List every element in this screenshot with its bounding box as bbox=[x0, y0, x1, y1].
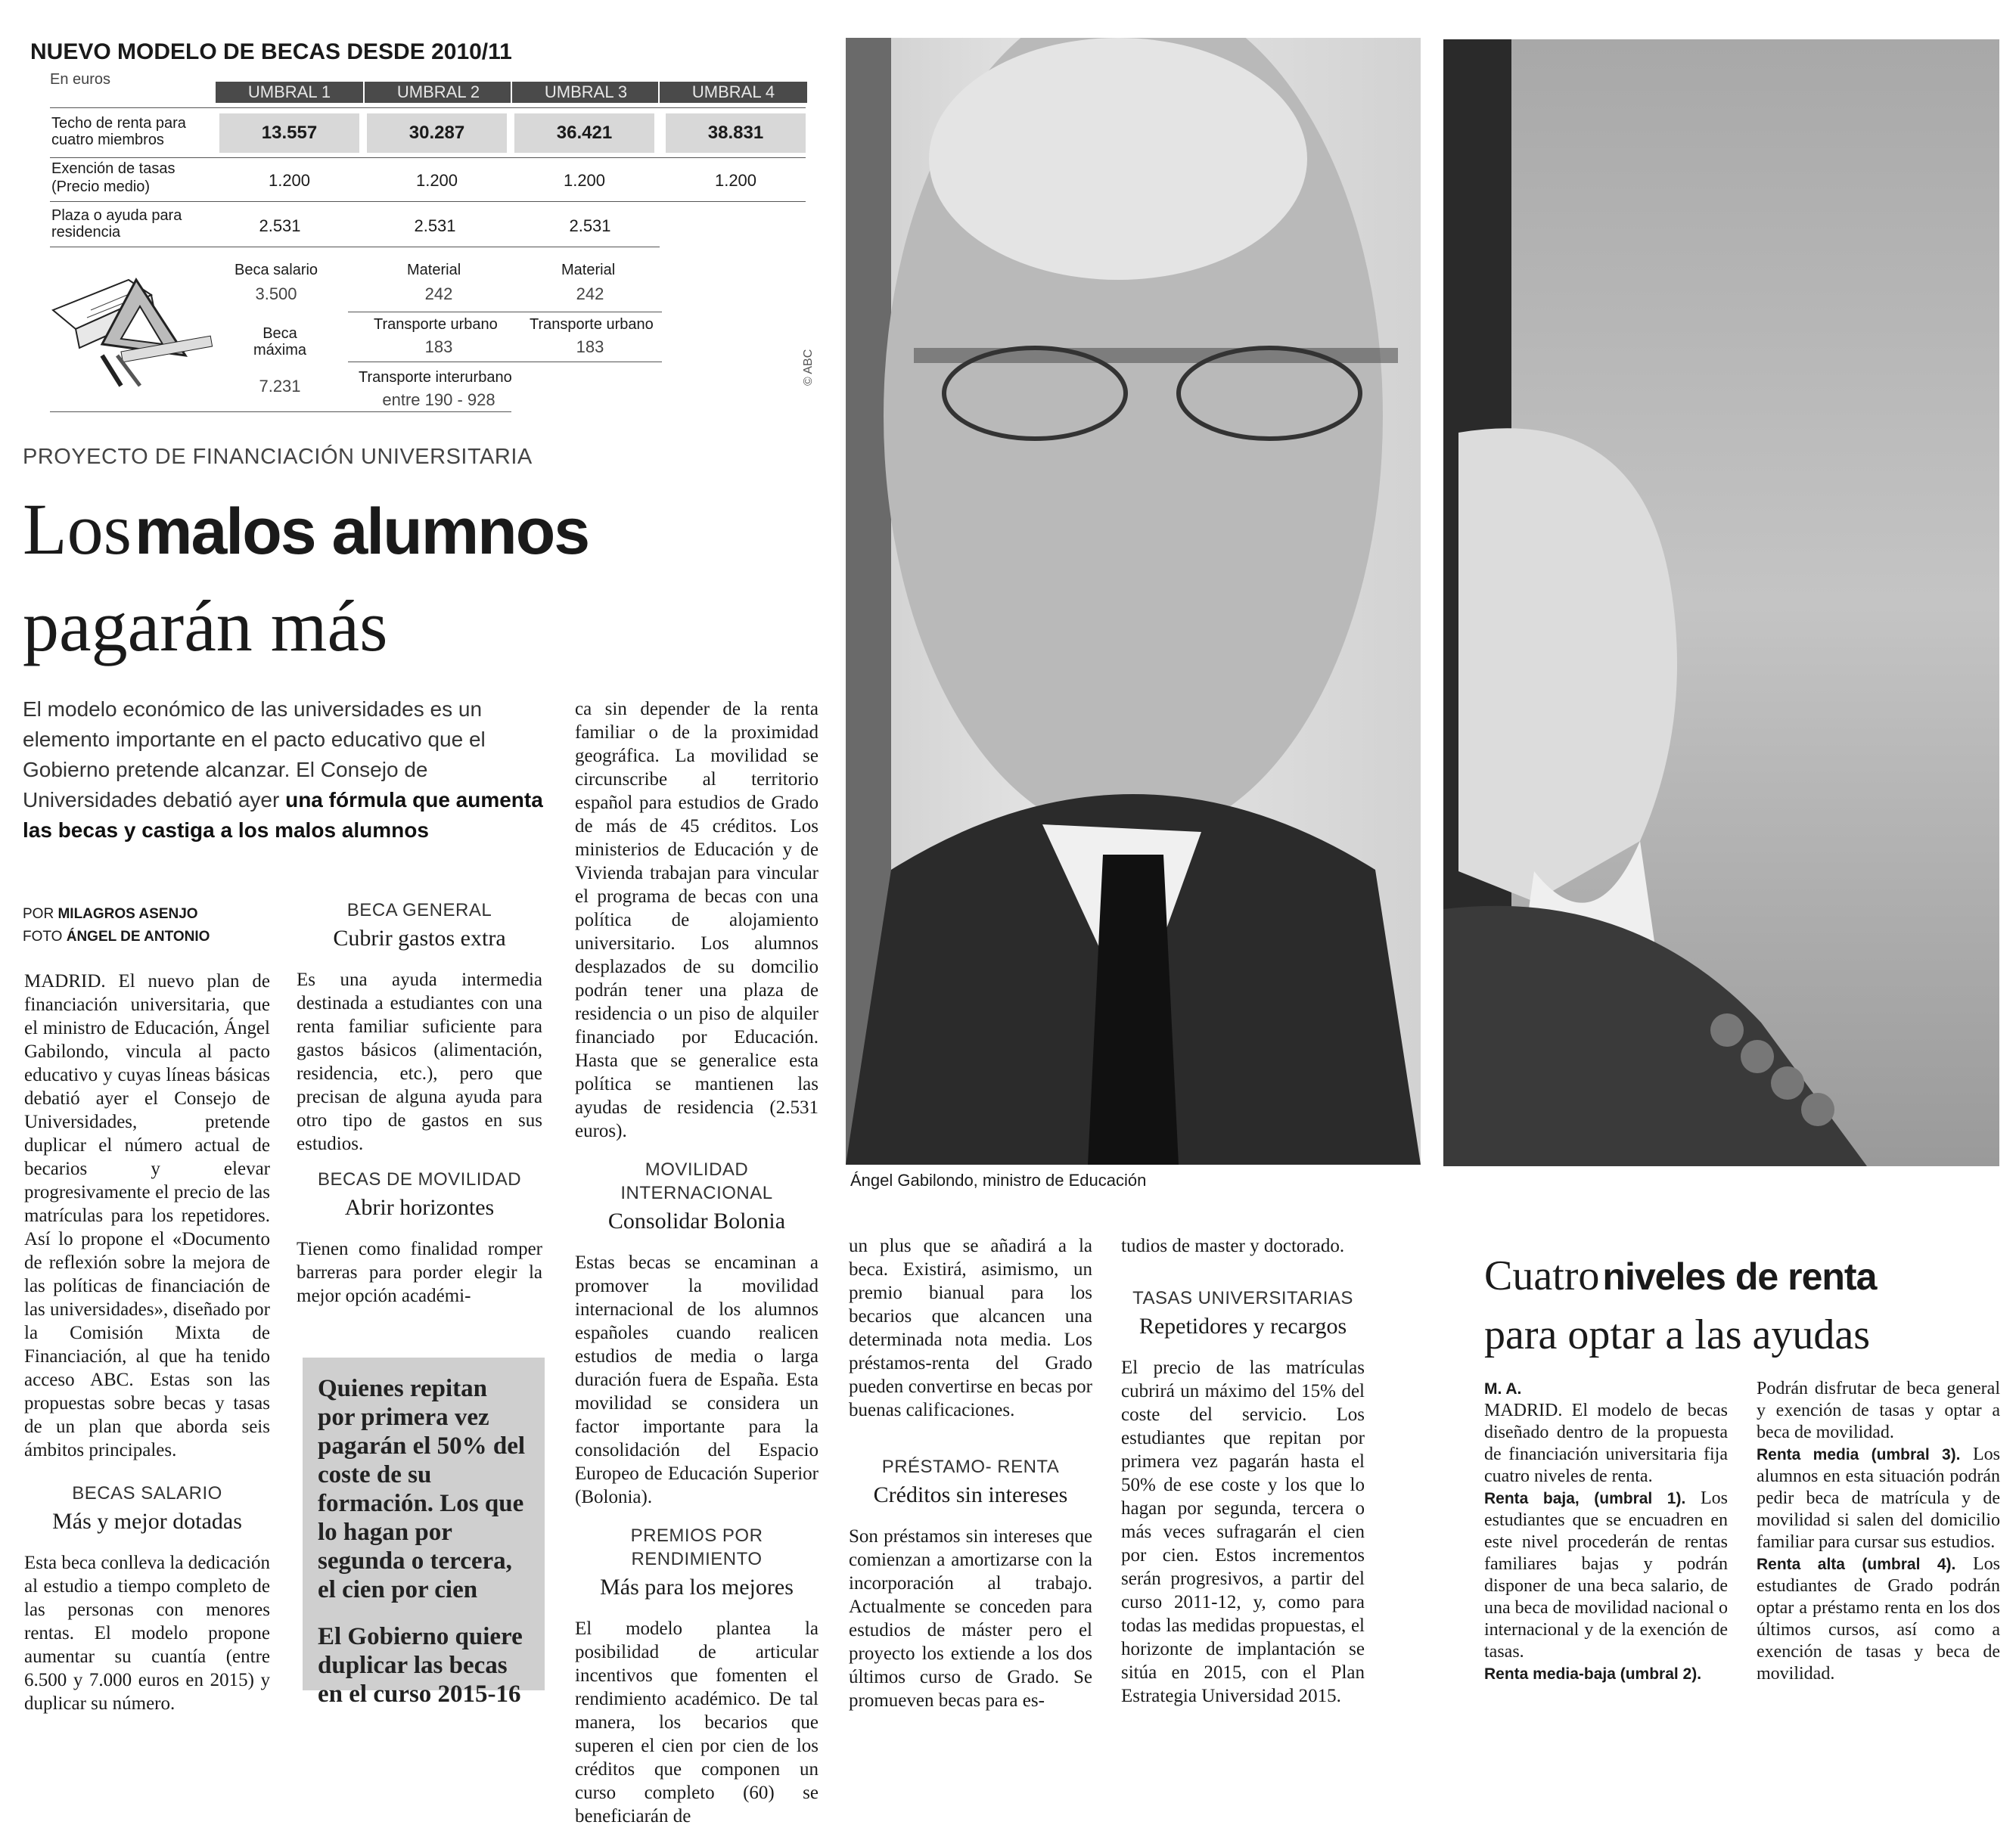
column-1-intro: MADRID. El nuevo plan de financiación universitaria, que el ministro de Educación, Ángel Gabilondo, vincula al pacto educativo y cuyas líneas básicas debatió ayer el Consejo de Universidades, pretende duplicar el número actual de becarios y elevar progresivamente el precio de las matrículas para los repetidores. Así lo propone el «Documento de reflexión sobre la mejora de las políticas de financiación de las universidades», diseñado por la Comisión Mixta de Financiación, al que ha tenido acceso ABC. Estas son las propuestas sobre becas y tasas de un plan que aborda seis ámbitos principales. bbox=[24, 971, 270, 1460]
premios-body: El modelo plantea la posibilidad de articular incentivos que fomenten el rendimiento académico. De tal manera, los becarios que superen el cien por cien de los créditos que componen un curso completo (60) se beneficiarán de bbox=[575, 1619, 819, 1826]
pull-quote-2: El Gobierno quiere duplicar las becas en el curso 2015-16 bbox=[318, 1623, 523, 1708]
movilidad-internacional-kicker: MOVILIDAD INTERNACIONAL bbox=[620, 1159, 773, 1203]
premios-title: Más para los mejores bbox=[600, 1575, 794, 1600]
sidebar-initials: M. A. bbox=[1484, 1380, 1522, 1398]
sidebar-title bbox=[1484, 1252, 1999, 1370]
table-unit: En euros bbox=[50, 71, 111, 88]
pull-quote-1: Quienes repitan por primera vez pagarán el 50% del coste de su formación. Los que lo hagan por segunda o tercera, el cien por cien bbox=[318, 1375, 526, 1603]
headline-line2: pagarán más bbox=[23, 585, 388, 666]
beca-general-title: Cubrir gastos extra bbox=[333, 926, 506, 951]
sidebar-column-2 bbox=[1757, 1378, 2000, 1685]
transporte-urbano-1-label: Transporte urbano bbox=[374, 316, 498, 333]
lead-bold: una fórmula que aumenta las becas y castiga a los malos alumnos bbox=[23, 788, 543, 842]
residencia-umbral-1: 2.531 bbox=[259, 216, 301, 235]
techo-umbral-3: 36.421 bbox=[556, 123, 613, 143]
umbral-3-header: UMBRAL 3 bbox=[511, 82, 660, 103]
renta-baja-label: Renta baja, (umbral 1). bbox=[1484, 1490, 1686, 1507]
row-sublabel-precio-medio: (Precio medio) bbox=[51, 178, 151, 195]
material-2-label: Material bbox=[561, 262, 616, 278]
sidebar-title-line2: para optar a las ayudas bbox=[1484, 1311, 1870, 1358]
beca-maxima-value: 7.231 bbox=[259, 377, 301, 396]
becas-movilidad-title: Abrir horizontes bbox=[344, 1195, 495, 1220]
umbral-1-header: UMBRAL 1 bbox=[216, 82, 363, 103]
prestamo-renta-title: Créditos sin intereses bbox=[873, 1482, 1068, 1507]
renta-media-label: Renta media (umbral 3). bbox=[1757, 1446, 1961, 1463]
premios-kicker: PREMIOS POR RENDIMIENTO bbox=[630, 1525, 763, 1569]
column-3 bbox=[575, 697, 819, 1828]
transporte-interurbano-value: entre 190 - 928 bbox=[382, 390, 495, 409]
lead-text: El modelo económico de las universidades es un elemento importante en el pacto educativo que el Gobierno pretende alcanzar. El Consejo de Universidades debatió ayer bbox=[23, 697, 486, 812]
beca-general-kicker: BECA GENERAL bbox=[346, 900, 492, 920]
becas-movilidad-body: Tienen como finalidad romper barreras para porder elegir la mejor opción académi- bbox=[297, 1239, 542, 1306]
renta-media-baja-text: Podrán disfrutar de beca general y exención de tasas y optar a beca de movilidad. bbox=[1757, 1379, 2000, 1442]
beca-salario-label: Beca salario bbox=[235, 262, 318, 278]
exencion-umbral-2: 1.200 bbox=[415, 171, 458, 190]
headline-light: Los bbox=[23, 489, 132, 570]
photo-hand bbox=[1443, 39, 1999, 1166]
umbral-2-header: UMBRAL 2 bbox=[363, 82, 512, 103]
umbral-4-header: UMBRAL 4 bbox=[658, 82, 807, 103]
techo-umbral-4: 38.831 bbox=[707, 123, 764, 143]
exencion-umbral-4: 1.200 bbox=[714, 171, 757, 190]
column-2 bbox=[297, 898, 542, 1308]
column-3-body: ca sin depender de la renta familiar o de la proximidad geográfica. La movilidad se circunscribe al territorio español para estudios de Grado de más de 45 créditos. Los ministerios de Educación y de Vivienda trabajan para vincular el programa de becas con una política de alojamiento universitario. Los alumnos desplazados de su domcilio podrán tener una plaza de residencia o un piso de alquiler financiado por Educación. Hasta que se generalice esta política se mantienen las ayudas de residencia (2.531 euros). bbox=[575, 699, 819, 1141]
movilidad-internacional-title: Consolidar Bolonia bbox=[607, 1209, 786, 1234]
column-1 bbox=[24, 970, 270, 1715]
residencia-umbral-3: 2.531 bbox=[569, 216, 611, 235]
sidebar-title-light: Cuatro bbox=[1484, 1252, 1600, 1299]
exencion-umbral-3: 1.200 bbox=[563, 171, 606, 190]
column-5-body: tudios de master y doctorado. bbox=[1121, 1236, 1345, 1256]
tasas-kicker: TASAS UNIVERSITARIAS bbox=[1132, 1288, 1353, 1308]
column-4 bbox=[849, 1234, 1092, 1712]
renta-alta-text: Los estudiantes de Grado podrán optar a préstamo renta en los dos últimos cursos, así como a exención de tasas y beca de movilidad. bbox=[1757, 1554, 2000, 1684]
renta-alta-label: Renta alta (umbral 4). bbox=[1757, 1556, 1956, 1573]
row-label-residencia: Plaza o ayuda para residencia bbox=[51, 207, 182, 241]
headline bbox=[23, 489, 817, 685]
photo-caption: Ángel Gabilondo, ministro de Educación bbox=[850, 1171, 1147, 1190]
pull-quote-box bbox=[303, 1358, 545, 1708]
renta-baja-text: Los estudiantes que se encuadren en este nivel procederán de rentas familiares bajas y podrán disponer de una beca salario, de una beca de movilidad nacional o internacional y de la exención de tasas. bbox=[1484, 1488, 1729, 1662]
renta-media-baja-label: Renta media-baja (umbral 2). bbox=[1484, 1665, 1702, 1683]
techo-umbral-1: 13.557 bbox=[261, 123, 318, 143]
byline bbox=[23, 903, 210, 948]
kicker: PROYECTO DE FINANCIACIÓN UNIVERSITARIA bbox=[23, 445, 533, 469]
photo-credit: © ABC bbox=[802, 349, 815, 386]
material-2-value: 242 bbox=[576, 284, 604, 303]
renta-media-text: Los alumnos en esta situación podrán pedir beca de matrícula y de movilidad si salen del domicilio familiar para cursar sus estudios. bbox=[1757, 1445, 2000, 1552]
material-1-value: 242 bbox=[424, 284, 453, 303]
becas-salario-title: Más y mejor dotadas bbox=[52, 1509, 242, 1534]
prestamo-renta-body: Son préstamos sin intereses que comienzan a amortizarse con la incorporación al trabajo. Actualmente se conceden para estudios de máster pero el proyecto los extiende a los dos últimos curso de Grado. Se promueven becas para es- bbox=[849, 1526, 1092, 1711]
movilidad-internacional-body: Estas becas se encaminan a promover la movilidad internacional de los alumnos españoles cuando realicen estudios de media o larga duración fuera de España. Esta movilidad se considera un factor importante para la consolidación del Espacio Europeo de Educación Superior (Bolonia). bbox=[575, 1252, 819, 1507]
transporte-urbano-1-value: 183 bbox=[424, 337, 453, 356]
residencia-umbral-2: 2.531 bbox=[414, 216, 456, 235]
row-label-exencion: Exención de tasas bbox=[51, 160, 176, 177]
transporte-urbano-2-value: 183 bbox=[576, 337, 604, 356]
row-label-techo: Techo de renta para cuatro miembros bbox=[51, 115, 186, 148]
photo-minister bbox=[846, 38, 1421, 1165]
exencion-umbral-1: 1.200 bbox=[268, 171, 311, 190]
books-ruler-illustration bbox=[45, 272, 219, 401]
prestamo-renta-kicker: PRÉSTAMO- RENTA bbox=[881, 1457, 1060, 1477]
transporte-interurbano-label: Transporte interurbano bbox=[359, 369, 512, 386]
becas-salario-body: Esta beca conlleva la dedicación al estudio a tiempo completo de las personas con menores rentas. El modelo propone aumentar su cuantía (entre 6.500 y 7.000 euros en 2015) y duplicar su número. bbox=[24, 1553, 270, 1714]
tasas-title: Repetidores y recargos bbox=[1138, 1314, 1347, 1339]
material-1-label: Material bbox=[407, 262, 461, 278]
headline-bold: malos alumnos bbox=[135, 495, 589, 568]
transporte-urbano-2-label: Transporte urbano bbox=[530, 316, 654, 333]
beca-maxima-label: Beca máxima bbox=[253, 325, 306, 358]
byline-author: MILAGROS ASENJO bbox=[57, 906, 198, 922]
byline-por: POR bbox=[23, 906, 54, 922]
column-5 bbox=[1121, 1234, 1365, 1708]
byline-photographer: ÁNGEL DE ANTONIO bbox=[66, 929, 210, 945]
beca-general-body: Es una ayuda intermedia destinada a estudiantes con una renta familiar suficiente para gastos básicos (alimentación, residencia, etc.), pero que precisan de alguna ayuda para otro tipo de gastos en sus estudios. bbox=[297, 970, 542, 1154]
beca-salario-value: 3.500 bbox=[255, 284, 297, 303]
table-title: NUEVO MODELO DE BECAS DESDE 2010/11 bbox=[30, 39, 512, 64]
techo-umbral-2: 30.287 bbox=[408, 123, 465, 143]
column-4-body: un plus que se añadirá a la beca. Existirá, asimismo, un premio bianual para los becarios que alcancen una determinada nota media. Los préstamos-renta del Grado pueden convertirse en becas por buenas calificaciones. bbox=[849, 1236, 1092, 1420]
sidebar-column-1 bbox=[1484, 1378, 1728, 1685]
sidebar-title-bold: niveles de renta bbox=[1602, 1255, 1877, 1298]
tasas-body: El precio de las matrículas cubrirá un máximo del 15% del coste del servicio. Los estudiantes que repitan por primera vez pagarán hasta el 50% de ese coste y los que lo hagan por segunda, tercera o más veces sufragarán el cien por cien. Estos incrementos serán progresivos, a partir del curso 2011-12, y, como para todas las medidas propuestas, el horizonte de implantación se sitúa en 2015, con el Plan Estrategia Universidad 2015. bbox=[1121, 1358, 1365, 1706]
becas-salario-kicker: BECAS SALARIO bbox=[72, 1483, 222, 1504]
becas-movilidad-kicker: BECAS DE MOVILIDAD bbox=[317, 1169, 522, 1190]
sidebar-intro: MADRID. El modelo de becas diseñado dentro de la propuesta de financiación universitaria fija cuatro niveles de renta. bbox=[1484, 1401, 1728, 1486]
byline-foto: FOTO bbox=[23, 929, 63, 945]
lead bbox=[23, 694, 545, 846]
